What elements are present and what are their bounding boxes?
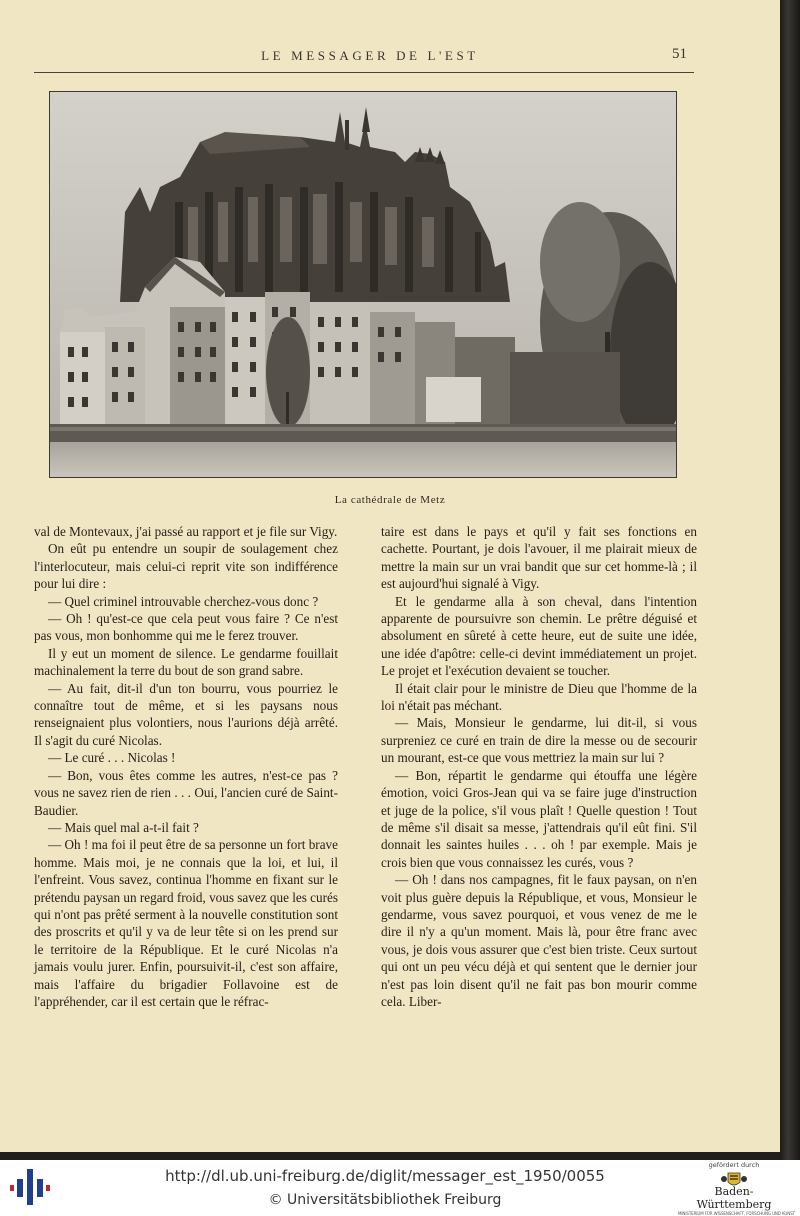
paragraph: Et le gendarme alla à son cheval, dans l'intention apparente de poursuivre son chemin. Le prêtre déguisé et absolument en sûreté à cette heure, eut de suite une idée, une idée d'apôtre: celle-ci devint immédiatement un projet. Le projet et l'exécution devaient se toucher.	[381, 593, 697, 679]
funding-state: Baden-Württemberg	[696, 1185, 772, 1211]
book-spine	[780, 0, 800, 1160]
cathedral-photo	[49, 91, 677, 478]
paragraph: — Bon, vous êtes comme les autres, n'est-ce pas ? vous ne savez rien de rien . . . Oui, l'ancien curé de Saint-Baudier.	[34, 767, 338, 818]
paragraph: Il y eut un moment de silence. Le gendarme fouillait machinalement la terre du bout de son grand sabre.	[34, 645, 338, 679]
paragraph: Il était clair pour le ministre de Dieu que l'homme de la loi n'était pas méchant.	[381, 680, 697, 714]
source-url-link[interactable]: http://dl.ub.uni-freiburg.de/diglit/messager_est_1950/0055	[165, 1167, 605, 1185]
text-column-left	[34, 523, 338, 1010]
funding-ministry: MINISTERIUM FÜR WISSENSCHAFT, FORSCHUNG UND KUNST	[678, 1211, 795, 1216]
text-column-right	[381, 523, 697, 1010]
funding-logo	[678, 1160, 795, 1216]
paragraph: — Au fait, dit-il d'un ton bourru, vous pourriez le connaître tout de même, et si les paysans nous renseignaient plus volontiers, nous l'aurions déjà arrêté. Il s'agit du curé Nicolas.	[34, 680, 338, 748]
paragraph: — Mais, Monsieur le gendarme, lui dit-il, si vous surpreniez ce curé en train de dire la messe ou de secourir un mourant, est-ce que vous mettriez la main sur lui ?	[381, 715, 697, 766]
footer-bar	[0, 1160, 800, 1214]
paragraph: — Mais quel mal a-t-il fait ?	[48, 819, 199, 835]
coat-of-arms-icon	[720, 1171, 748, 1189]
page-number: 51	[672, 46, 687, 62]
paragraph: — Oh ! ma foi il peut être de sa personne un fort brave homme. Mais moi, je ne connais que la loi, et lui, il l'enfreint. Vous savez, continua l'homme en fixant sur le prétendu paysan un regard froid, vous savez que les curés qui n'ont pas prêté serment à la nouvelle constitution sont des proscrits et qu'il y va de leur tête si on les prend sur le territoire de la République. Et le curé Nicolas n'a jamais voulu jurer. Enfin, poursuivit-il, c'est son affaire, mais l'affaire du brigadier Follavoine est de l'appréhender, car il est certain que le réfrac-	[34, 837, 338, 1009]
paragraph: — Bon, répartit le gendarme qui étouffa une légère émotion, voici Gros-Jean qui va se faire juge d'instruction et juge de la police, s'il vous plaît ! Quelle question ! Tout de même s'il disait sa messe, j'attendrais qu'il eût fini. S'il donnait les saintes huiles . . . oh ! par exemple. Mais je crois bien que vous connaissez les curés, vous ?	[381, 767, 697, 870]
paragraph: — Oh ! qu'est-ce que cela peut vous faire ? Ce n'est pas vous, mon bonhomme qui me le ferez trouver.	[34, 611, 338, 644]
paragraph: — Oh ! dans nos campagnes, fit le faux paysan, on n'en voit plus guère depuis la République, et vous, Monsieur le gendarme, vous savez pourquoi, et vous venez de me le dire il n'y a qu'un moment. Mais là, pour être franc avec vous, je dois vous assurer que c'est bien triste. Ceux surtout qui ont un peu vécu déjà et qui sentent que le dernier jour n'est pas loin disent qu'il ne fait pas bon mourir comme cela. Liber-	[381, 872, 697, 1009]
photo-caption: La cathédrale de Metz	[334, 494, 446, 506]
funding-label: gefördert durch	[708, 1161, 760, 1169]
running-header: LE MESSAGER DE L'EST	[261, 48, 479, 63]
paragraph: On eût pu entendre un soupir de soulagement chez l'interlocuteur, mais celui-ci reprit vite son indifférence pour lui dire :	[34, 541, 338, 592]
paragraph: — Quel criminel introuvable cherchez-vous donc ?	[48, 593, 319, 609]
university-library-logo-icon	[10, 1167, 50, 1207]
header-rule	[34, 72, 694, 73]
paragraph: val de Montevaux, j'ai passé au rapport et je file sur Vigy.	[34, 524, 338, 539]
copyright-notice: © Universitätsbibliothek Freiburg	[268, 1192, 502, 1208]
paragraph: taire est dans le pays et qu'il y fait ses fonctions en cachette. Pourtant, je dois l'avouer, il me plairait mieux de mettre la main sur un vrai bandit que sur cet homme-là ; il est aujourd'hui signalé à Vigy.	[381, 524, 697, 592]
paragraph: — Le curé . . . Nicolas !	[48, 750, 176, 766]
